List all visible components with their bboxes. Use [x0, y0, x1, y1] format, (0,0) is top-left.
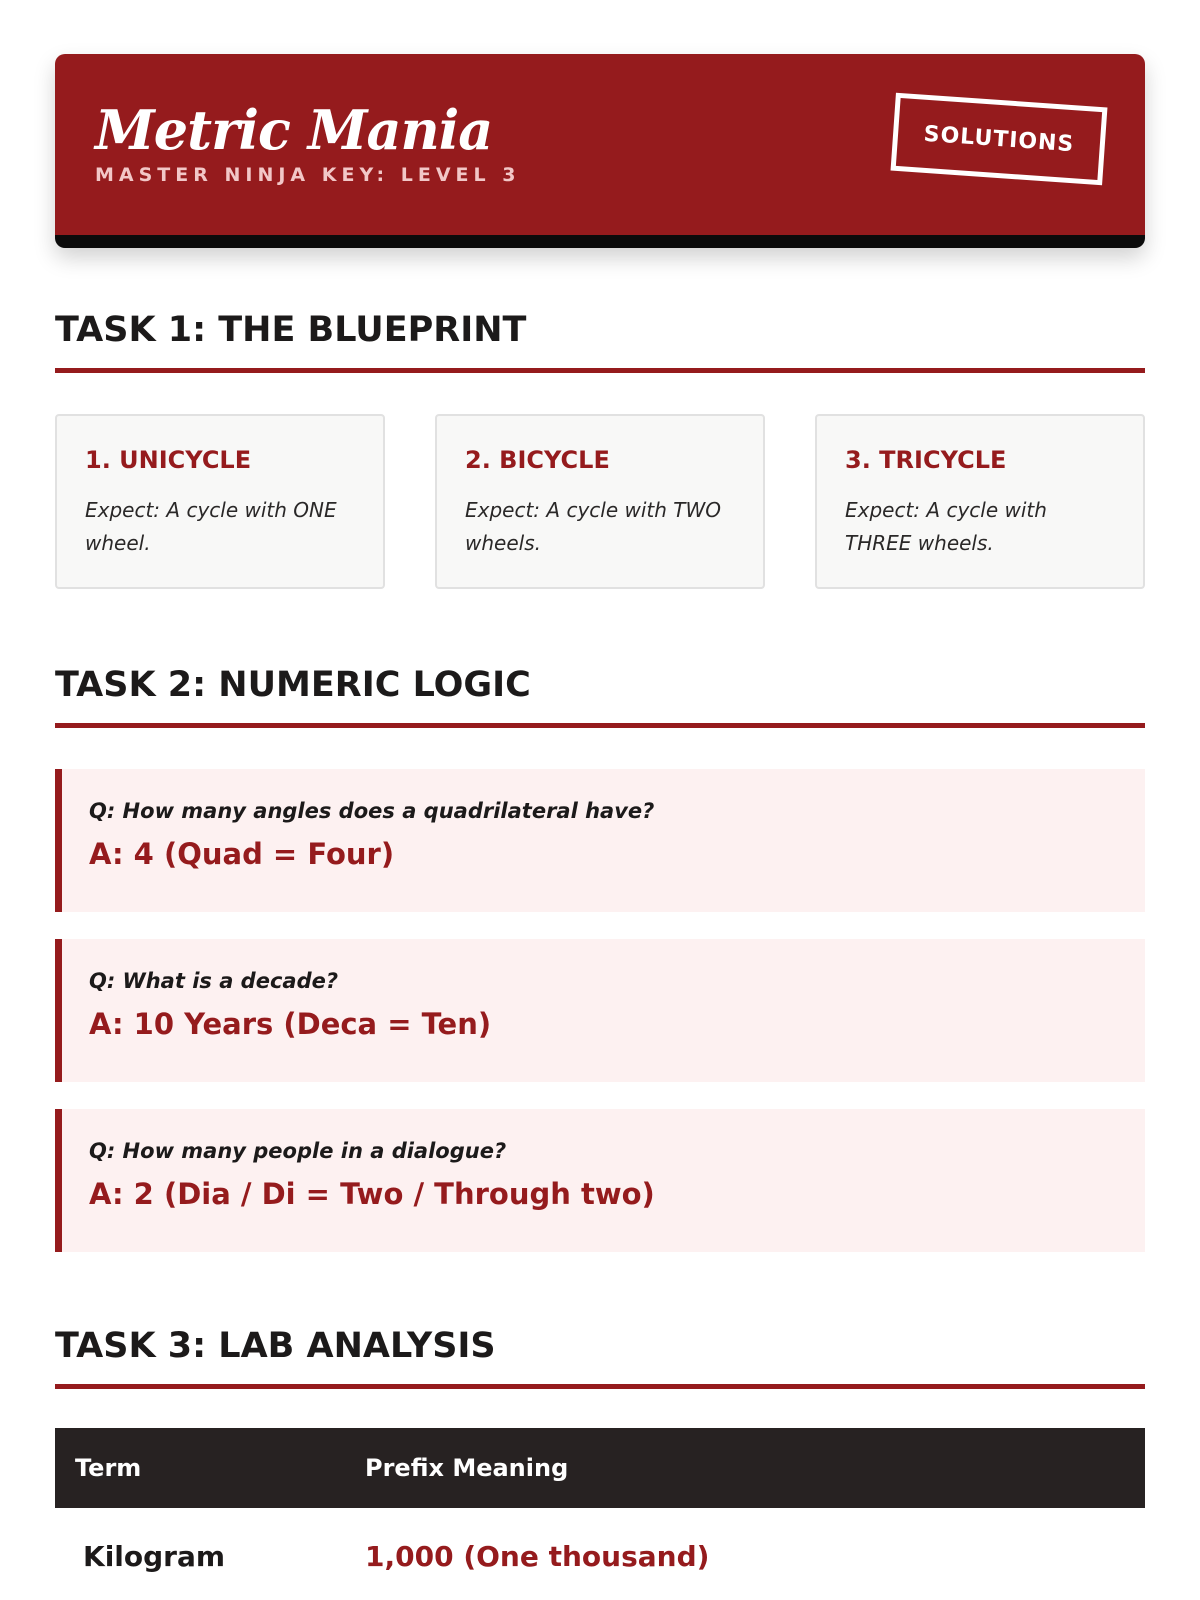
header-banner	[55, 54, 1145, 248]
card-title: 2. BICYCLE	[465, 446, 610, 474]
task1-cards	[55, 414, 1145, 589]
task3-heading: TASK 3: LAB ANALYSIS	[55, 1326, 1145, 1389]
card-text: Expect: A cycle with THREE wheels.	[845, 498, 1047, 555]
card-tricycle	[815, 414, 1145, 589]
task1-heading: TASK 1: THE BLUEPRINT	[55, 310, 1145, 373]
page-title: Metric Mania	[95, 98, 493, 162]
qa-question: Q: How many people in a dialogue?	[89, 1139, 507, 1163]
qa-question: Q: How many angles does a quadrilateral have?	[89, 799, 655, 823]
card-bicycle	[435, 414, 765, 589]
page-subtitle: MASTER NINJA KEY: LEVEL 3	[95, 164, 521, 186]
table-row	[55, 1508, 1145, 1573]
column-header-term: Term	[55, 1428, 345, 1508]
card-unicycle	[55, 414, 385, 589]
qa-answer: A: 10 Years (Deca = Ten)	[89, 1007, 492, 1041]
cell-term: Kilogram	[83, 1540, 226, 1573]
qa-answer: A: 4 (Quad = Four)	[89, 837, 395, 871]
card-text: Expect: A cycle with TWO wheels.	[465, 498, 722, 555]
qa-question: Q: What is a decade?	[89, 969, 339, 993]
solutions-stamp: SOLUTIONS	[891, 93, 1108, 186]
task2-heading: TASK 2: NUMERIC LOGIC	[55, 665, 1145, 728]
cell-meaning: 1,000 (One thousand)	[365, 1540, 710, 1573]
card-title: 1. UNICYCLE	[85, 446, 252, 474]
qa-item	[55, 769, 1145, 912]
qa-item	[55, 1109, 1145, 1252]
column-header-meaning: Prefix Meaning	[345, 1428, 1145, 1508]
card-text: Expect: A cycle with ONE wheel.	[85, 498, 337, 555]
table-header-row	[55, 1428, 1145, 1508]
qa-answer: A: 2 (Dia / Di = Two / Through two)	[89, 1177, 655, 1211]
card-title: 3. TRICYCLE	[845, 446, 1007, 474]
task2-qa-list	[55, 769, 1145, 1252]
qa-item	[55, 939, 1145, 1082]
lab-analysis-table	[55, 1428, 1145, 1573]
